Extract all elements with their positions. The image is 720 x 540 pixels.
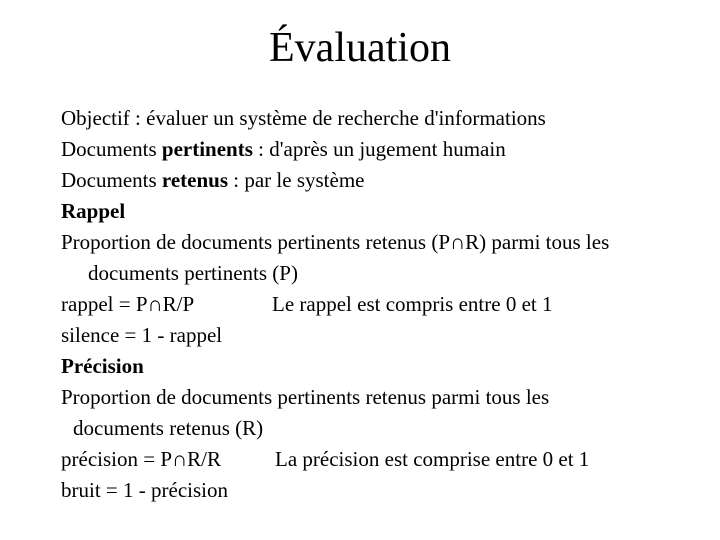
precision-definition-1: Proportion de documents pertinents retenus parmi tous les (61, 385, 550, 409)
slide-body (61, 103, 701, 506)
relevant-label-prefix: Documents (61, 137, 162, 161)
recall-definition-2: documents pertinents (P) (88, 261, 298, 285)
retained-label-suffix: : par le système (228, 168, 365, 192)
retained-keyword: retenus (161, 168, 229, 192)
retained-documents-line (61, 165, 701, 196)
recall-definition-1: Proportion de documents pertinents retenus (P∩R) parmi tous les (61, 230, 610, 254)
noise-formula: bruit = 1 - précision (61, 478, 228, 502)
relevant-label-suffix: : d'après un jugement humain (252, 137, 506, 161)
retained-label-prefix: Documents (61, 168, 162, 192)
precision-formula: précision = P∩R/R (61, 447, 222, 471)
precision-formula-row (61, 444, 701, 475)
relevant-documents-line (61, 134, 701, 165)
recall-formula-row (61, 289, 701, 320)
recall-range: Le rappel est compris entre 0 et 1 (272, 292, 553, 316)
objective-line: Objectif : évaluer un système de recherche d'informations (61, 106, 546, 130)
relevant-keyword: pertinents (161, 137, 253, 161)
silence-formula: silence = 1 - rappel (61, 323, 223, 347)
precision-definition-2: documents retenus (R) (73, 416, 264, 440)
precision-heading: Précision (61, 354, 144, 378)
slide-title: Évaluation (269, 25, 451, 71)
recall-formula: rappel = P∩R/P (61, 292, 195, 316)
precision-range: La précision est comprise entre 0 et 1 (275, 447, 590, 471)
recall-heading: Rappel (61, 199, 126, 223)
